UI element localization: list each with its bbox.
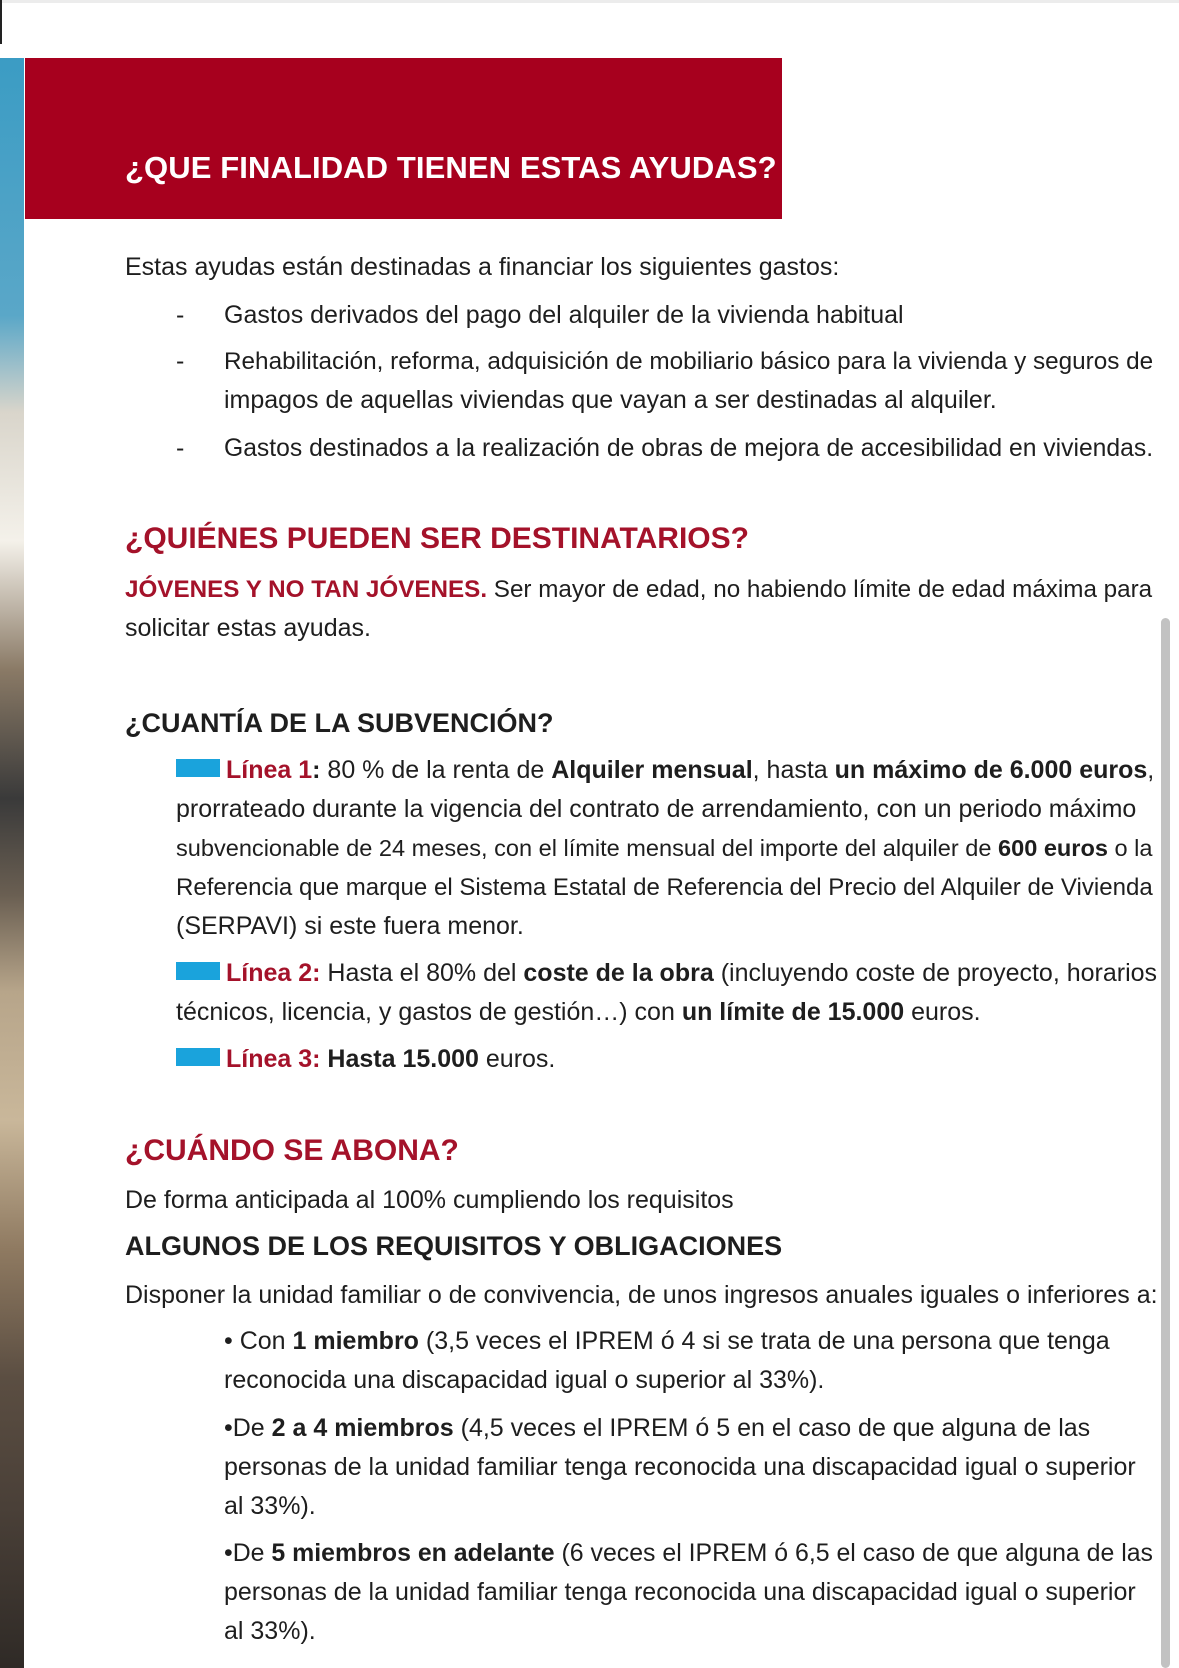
requisito-bold: 1 miembro [292, 1327, 419, 1355]
linea1-bold-maximo: un máximo de 6.000 euros [834, 756, 1148, 784]
list-item-continuation: impagos de aquellas viviendas que vayan a ser destinadas al alquiler. [224, 386, 997, 414]
destinatarios-line1 [125, 571, 1152, 608]
linea1-text: subvencionable de 24 meses, con el límite mensual del importe del alquiler de [176, 835, 998, 861]
destinatarios-line2: solicitar estas ayudas. [125, 614, 371, 642]
requisitos-intro: Disponer la unidad familiar o de convivencia, de unos ingresos anuales iguales o inferiores a: [125, 1281, 1158, 1309]
list-dash: - [176, 301, 185, 329]
requisito-bold: 5 miembros en adelante [271, 1539, 555, 1567]
linea2-line2 [176, 994, 981, 1031]
requisito-item3-line3: al 33%). [224, 1617, 316, 1645]
requisitos-heading: ALGUNOS DE LOS REQUISITOS Y OBLIGACIONES [125, 1231, 783, 1261]
linea2-label: Línea 2: [226, 959, 321, 987]
linea1-line5: (SERPAVI) si este fuera menor. [176, 912, 524, 940]
requisito-item2-line3: al 33%). [224, 1492, 316, 1520]
list-dash: - [176, 347, 185, 375]
linea3-line1 [176, 1041, 555, 1078]
destinatarios-text: Ser mayor de edad, no habiendo límite de edad máxima para [487, 576, 1153, 603]
linea2-bold-obra: coste de la obra [523, 959, 714, 987]
scrollbar[interactable] [1161, 618, 1170, 1668]
linea1-text: o la [1107, 835, 1153, 861]
banner-title: ¿QUE FINALIDAD TIENEN ESTAS AYUDAS? [125, 150, 777, 185]
title-banner [25, 58, 782, 219]
linea1-colon: : [312, 756, 321, 784]
linea1-line1 [176, 752, 1154, 789]
linea1-line2: prorrateado durante la vigencia del contrato de arrendamiento, con un periodo máximo [176, 795, 1137, 823]
destinatarios-heading: ¿QUIÉNES PUEDEN SER DESTINATARIOS? [125, 522, 749, 555]
bullet-text: •De [224, 1539, 272, 1567]
requisito-bold: 2 a 4 miembros [271, 1414, 454, 1442]
bullet-text: •De [224, 1414, 272, 1442]
linea1-line4: Referencia que marque el Sistema Estatal de Referencia del Precio del Alquiler de Vivienda [176, 874, 1153, 901]
list-item: Gastos destinados a la realización de obras de mejora de accesibilidad en viviendas. [224, 435, 1154, 462]
linea1-marker [176, 759, 220, 777]
linea1-bold-600: 600 euros [998, 835, 1108, 861]
left-photo-strip [0, 58, 24, 1668]
left-edge-tick [0, 0, 2, 44]
linea2-marker [176, 962, 220, 980]
requisito-item3-line2: personas de la unidad familiar tenga reconocida una discapacidad igual o superior [224, 1578, 1136, 1606]
requisito-text: (3,5 veces el IPREM ó 4 si se trata de una persona que tenga [418, 1327, 1110, 1355]
linea1-text: , hasta [752, 756, 835, 784]
requisito-item2-line1 [224, 1410, 1090, 1447]
linea2-line1 [176, 955, 1157, 992]
abono-heading: ¿CUÁNDO SE ABONA? [125, 1134, 459, 1167]
linea1-line3 [176, 830, 1152, 867]
requisito-item1-line2: reconocida una discapacidad igual o superior al 33%). [224, 1366, 825, 1394]
linea2-text: Hasta el 80% del [320, 959, 524, 987]
requisito-item2-line2: personas de la unidad familiar tenga reconocida una discapacidad igual o superior [224, 1453, 1136, 1481]
requisito-text: (4,5 veces el IPREM ó 5 en el caso de que alguna de las [453, 1414, 1091, 1442]
finalidad-intro: Estas ayudas están destinadas a financiar los siguientes gastos: [125, 253, 840, 281]
linea3-marker [176, 1048, 220, 1066]
linea2-bold-limite: un límite de 15.000 [681, 998, 905, 1026]
destinatarios-highlight: JÓVENES Y NO TAN JÓVENES. [125, 576, 488, 603]
requisito-text: (6 veces el IPREM ó 6,5 el caso de que alguna de las [554, 1539, 1153, 1567]
list-item: Rehabilitación, reforma, adquisición de mobiliario básico para la vivienda y seguros de [224, 348, 1154, 375]
linea2-text: euros. [904, 998, 981, 1026]
top-border [0, 0, 1179, 3]
linea1-text: 80 % de la renta de [320, 756, 552, 784]
linea2-text: (incluyendo coste de proyecto, horarios [713, 959, 1158, 987]
linea3-bold: Hasta 15.000 [320, 1045, 479, 1073]
list-dash: - [176, 434, 185, 462]
linea1-bold-alquiler: Alquiler mensual [551, 756, 753, 784]
linea3-text: euros. [478, 1045, 556, 1073]
list-item: Gastos derivados del pago del alquiler de la vivienda habitual [224, 301, 904, 329]
requisito-item1-line1 [224, 1323, 1110, 1360]
linea1-label: Línea 1 [226, 756, 313, 784]
linea2-text: técnicos, licencia, y gastos de gestión…) con [176, 998, 682, 1026]
abono-text: De forma anticipada al 100% cumpliendo los requisitos [125, 1186, 734, 1214]
linea3-label: Línea 3: [226, 1045, 321, 1073]
bullet-text: • Con [224, 1327, 293, 1355]
linea1-text: , [1147, 756, 1155, 784]
requisito-item3-line1 [224, 1535, 1153, 1572]
cuantia-heading: ¿CUANTÍA DE LA SUBVENCIÓN? [125, 708, 554, 738]
